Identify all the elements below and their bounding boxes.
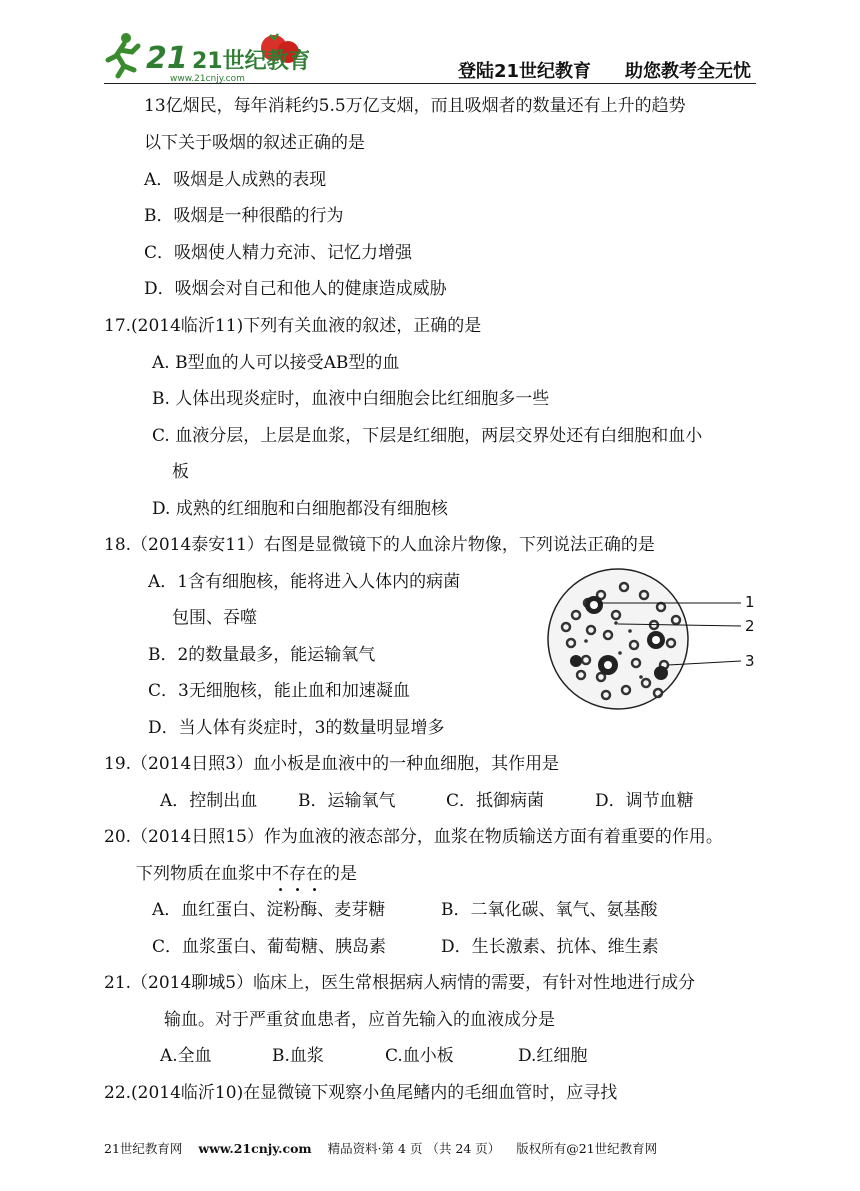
footer xyxy=(104,1139,657,1157)
q17-option-d: D. 成熟的红细胞和白细胞都没有细胞核 xyxy=(152,499,448,519)
q18-option-a-cont: 包围、吞噬 xyxy=(172,608,257,628)
q21-stem-cont: 输血。对于严重贫血患者，应首先输入的血液成分是 xyxy=(164,1010,555,1030)
q20-emphasis-1: 不 xyxy=(272,864,289,884)
logo-text: 21世纪教育 xyxy=(192,49,309,74)
q21-stem: 21.（2014聊城5）临床上，医生常根据病人病情的需要，有针对性地进行成分 xyxy=(104,973,696,993)
q19-option-c: C．抵御病菌 xyxy=(446,791,545,811)
q21-option-c: C.血小板 xyxy=(385,1046,454,1066)
q16-option-b: B．吸烟是一种很酷的行为 xyxy=(144,206,344,226)
footer-site-link[interactable]: www.21cnjy.com xyxy=(198,1141,312,1156)
q20-option-d: D．生长激素、抗体、维生素 xyxy=(441,937,659,957)
logo-url: www.21cnjy.com xyxy=(170,74,245,84)
q20-option-a: A．血红蛋白、淀粉酶、麦芽糖 xyxy=(152,900,386,920)
q17-option-a: A. B型血的人可以接受AB型的血 xyxy=(152,353,400,373)
q19-stem: 19.（2014日照3）血小板是血液中的一种血细胞，其作用是 xyxy=(104,754,560,774)
q17-option-c: C. 血液分层，上层是血浆，下层是红细胞，两层交界处还有白细胞和血小 xyxy=(152,426,703,446)
q18-option-c: C．3无细胞核，能止血和加速凝血 xyxy=(148,681,410,701)
q20-stem: 20.（2014日照15）作为血液的液态部分，血浆在物质输送方面有着重要的作用。 xyxy=(104,827,723,847)
figure-label-3: 3 xyxy=(745,652,755,670)
figure-label-1: 1 xyxy=(745,593,755,611)
q22-stem: 22.(2014临沂10)在显微镜下观察小鱼尾鳍内的毛细血管时，应寻找 xyxy=(104,1083,618,1103)
q20-option-c: C．血浆蛋白、葡萄糖、胰岛素 xyxy=(152,937,387,957)
q20-stem-pre: 下列物质在血浆中 xyxy=(136,864,272,884)
q20-option-b: B．二氧化碳、氧气、氨基酸 xyxy=(441,900,658,920)
q17-stem: 17.(2014临沂11)下列有关血液的叙述，正确的是 xyxy=(104,316,482,336)
q18-stem: 18.（2014泰安11）右图是显微镜下的人血涂片物像，下列说法正确的是 xyxy=(104,535,655,555)
q21-option-d: D.红细胞 xyxy=(518,1046,588,1066)
q18-option-a: A．1含有细胞核，能将进入人体内的病菌 xyxy=(148,572,461,592)
footer-copyright: 版权所有@21世纪教育网 xyxy=(516,1141,658,1156)
footer-page-info: 精品资料·第 4 页 （共 24 页） xyxy=(327,1141,501,1156)
q20-stem-post: 的是 xyxy=(323,864,357,884)
q19-option-a: A．控制出血 xyxy=(160,791,258,811)
header-tagline-right: 助您教考全无忧 xyxy=(625,61,751,82)
q20-stem-cont xyxy=(136,862,357,886)
q19-option-b: B．运输氧气 xyxy=(298,791,396,811)
q16-option-d: D．吸烟会对自己和他人的健康造成威胁 xyxy=(144,279,447,299)
q20-emphasis-3: 在 xyxy=(306,864,323,884)
q17-option-b: B. 人体出现炎症时，血液中白细胞会比红细胞多一些 xyxy=(152,389,550,409)
q17-option-c-cont: 板 xyxy=(172,462,189,482)
q16-text-line: 13亿烟民，每年消耗约5.5万亿支烟，而且吸烟者的数量还有上升的趋势 xyxy=(144,96,686,116)
q16-option-c: C．吸烟使人精力充沛、记忆力增强 xyxy=(144,243,413,263)
blood-smear-figure xyxy=(546,565,758,715)
site-logo xyxy=(104,26,309,84)
header-divider xyxy=(104,83,756,84)
q21-option-b: B.血浆 xyxy=(272,1046,324,1066)
q21-option-a: A.全血 xyxy=(160,1046,212,1066)
svg-text:21: 21 xyxy=(146,41,188,76)
footer-left: 21世纪教育网 xyxy=(104,1141,183,1156)
q19-option-d: D．调节血糖 xyxy=(595,791,694,811)
q18-option-b: B．2的数量最多，能运输氧气 xyxy=(148,645,376,665)
header-tagline-left: 登陆21世纪教育 xyxy=(458,61,592,82)
q18-option-d: D．当人体有炎症时，3的数量明显增多 xyxy=(148,718,445,738)
q20-emphasis-2: 存 xyxy=(289,864,306,884)
figure-label-2: 2 xyxy=(745,617,755,635)
q16-stem: 以下关于吸烟的叙述正确的是 xyxy=(144,133,365,153)
q16-option-a: A．吸烟是人成熟的表现 xyxy=(144,170,327,190)
